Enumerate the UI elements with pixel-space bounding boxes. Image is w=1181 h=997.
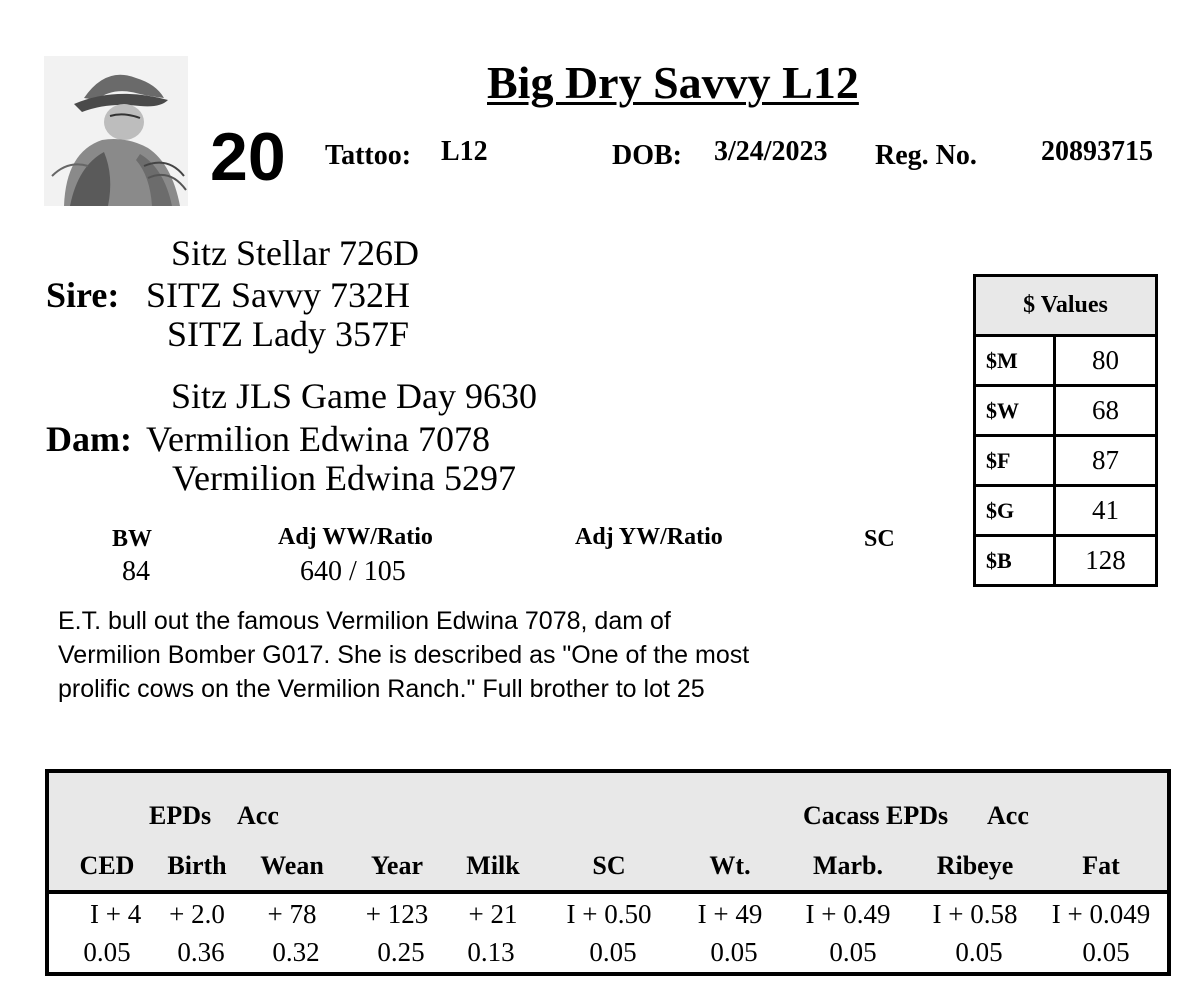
dob-value: 3/24/2023: [714, 136, 828, 167]
reg-no-value: 20893715: [1041, 136, 1153, 167]
dob-label: DOB:: [612, 140, 682, 171]
dollar-value-number: 128: [1085, 545, 1126, 575]
epd-col-ced: CED: [79, 851, 135, 880]
acc-value-ribeye: 0.05: [955, 937, 1003, 967]
dollar-value-name: $F: [986, 447, 1011, 473]
epd-value-ced: I + 4: [90, 899, 142, 929]
dollar-value-number: 68: [1092, 395, 1119, 425]
epd-col-sc: SC: [592, 851, 626, 880]
epd-value-milk: + 21: [468, 899, 518, 929]
acc-value-wean: 0.32: [272, 937, 320, 967]
acc-value-birth: 0.36: [177, 937, 225, 967]
sire-label: Sire:: [46, 275, 120, 315]
dollar-value-number: 87: [1092, 445, 1119, 475]
acc-value-marb: 0.05: [829, 937, 877, 967]
sire-name: SITZ Savvy 732H: [146, 275, 410, 315]
dollar-value-name: $B: [986, 547, 1012, 573]
dollar-value-number: 41: [1092, 495, 1119, 525]
dollar-value-row: [976, 437, 1155, 487]
epd-col-wean: Wean: [260, 851, 324, 880]
epd-col-year: Year: [371, 851, 423, 880]
epd-col-ribeye: Ribeye: [936, 851, 1014, 880]
tattoo-label: Tattoo:: [325, 140, 412, 171]
lot-number: 20: [210, 119, 286, 195]
dollar-values-heading: $ Values: [976, 277, 1155, 337]
lot-notes: E.T. bull out the famous Vermilion Edwina 7078, dam of Vermilion Bomber G017. She is described as "One of the most prolific cows on the Vermilion Ranch." Full brother to lot 25: [58, 607, 750, 703]
dam-label: Dam:: [46, 419, 132, 459]
epds-acc-label: Acc: [237, 801, 279, 830]
acc-value-sc: 0.05: [589, 937, 637, 967]
yw-label: Adj YW/Ratio: [575, 524, 723, 550]
dam-dam: Vermilion Edwina 5297: [172, 458, 516, 498]
cowboy-sketch-icon: [44, 56, 188, 206]
dollar-value-row: [976, 487, 1155, 537]
epd-value-wean: + 78: [267, 899, 317, 929]
epd-value-sc: I + 0.50: [566, 899, 652, 929]
dollar-value-name: $W: [986, 397, 1019, 423]
reg-no-label: Reg. No.: [875, 140, 977, 171]
dollar-values-table: [973, 274, 1158, 587]
epd-col-fat: Fat: [1082, 851, 1120, 880]
epd-col-birth: Birth: [167, 851, 227, 880]
dam-name: Vermilion Edwina 7078: [146, 419, 490, 459]
dollar-value-row: [976, 387, 1155, 437]
dollar-value-number: 80: [1092, 345, 1119, 375]
epd-col-wt: Wt.: [709, 851, 751, 880]
dollar-value-name: $G: [986, 497, 1015, 523]
epd-col-marb: Marb.: [812, 851, 884, 880]
ww-label: Adj WW/Ratio: [278, 524, 433, 550]
epd-value-year: + 123: [365, 899, 429, 929]
acc-value-fat: 0.05: [1082, 937, 1130, 967]
acc-value-year: 0.25: [377, 937, 425, 967]
tattoo-value: L12: [441, 136, 488, 167]
dollar-value-row: [976, 337, 1155, 387]
bw-value: 84: [122, 556, 150, 587]
epd-value-birth: + 2.0: [169, 899, 225, 929]
epd-value-fat: I + 0.049: [1051, 899, 1151, 929]
page-title: Big Dry Savvy L12: [487, 57, 859, 108]
sire-dam: SITZ Lady 357F: [167, 314, 409, 354]
epds-group-label: EPDs: [149, 801, 212, 830]
acc-value-ced: 0.05: [83, 937, 131, 967]
dollar-value-name: $M: [986, 347, 1018, 373]
epd-value-marb: I + 0.49: [805, 899, 891, 929]
sire-sire: Sitz Stellar 726D: [171, 233, 419, 273]
epd-table-header: [49, 773, 1167, 894]
sc-label: SC: [864, 526, 895, 552]
epd-value-wt: I + 49: [697, 899, 763, 929]
dollar-value-row: [976, 537, 1155, 587]
epd-table: [45, 769, 1171, 976]
epd-col-milk: Milk: [466, 851, 520, 880]
acc-value-milk: 0.13: [467, 937, 515, 967]
carcass-acc-label: Acc: [987, 801, 1029, 830]
acc-value-wt: 0.05: [710, 937, 758, 967]
epd-value-ribeye: I + 0.58: [932, 899, 1018, 929]
dam-sire: Sitz JLS Game Day 9630: [171, 376, 537, 416]
carcass-epds-group-label: Cacass EPDs: [803, 801, 949, 830]
bw-label: BW: [112, 526, 153, 552]
ww-value: 640 / 105: [300, 556, 406, 587]
